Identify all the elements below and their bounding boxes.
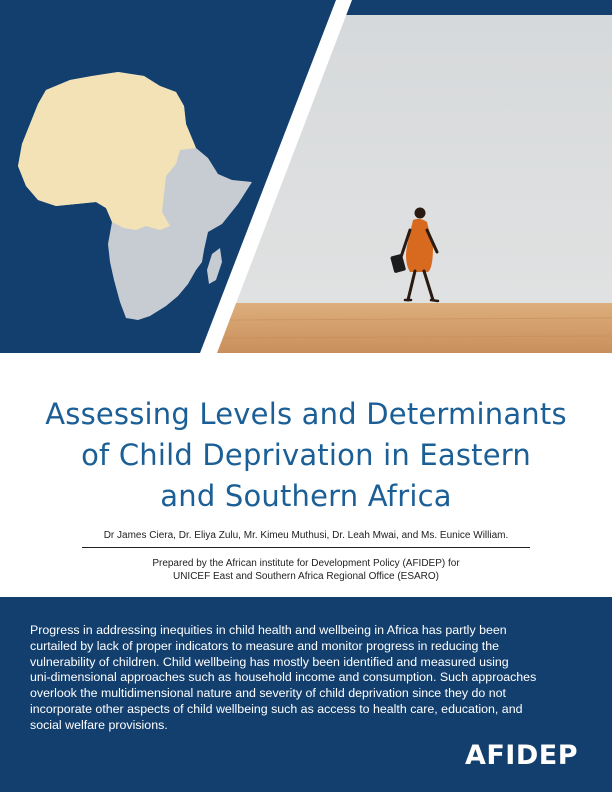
abstract-text: [30, 623, 610, 734]
abstract-line: vulnerability of children. Child wellbeing has mostly been identified and measured using: [30, 654, 509, 669]
abstract-line: curtailed by lack of proper indicators to measure and monitor progress in reducing the: [30, 638, 500, 653]
hero-graphic: [0, 0, 612, 353]
title-line: of Child Deprivation in Eastern: [81, 438, 531, 472]
abstract-line: incorporate other aspects of child wellbeing such as access to health care, education, and: [30, 701, 523, 716]
abstract-line: overlook the multidimensional nature and severity of child deprivation since they do not: [30, 686, 506, 701]
abstract-line: Progress in addressing inequities in child health and wellbeing in Africa has partly been: [30, 623, 507, 637]
abstract-line: social welfare provisions.: [30, 717, 168, 732]
prepared-line: Prepared by the African institute for Development Policy (AFIDEP) for: [152, 558, 460, 569]
divider-rule: [82, 547, 530, 548]
afidep-logo: AFIDEP: [464, 740, 578, 771]
report-title: [0, 394, 612, 517]
abstract-line: uni-dimensional approaches such as household income and consumption. Such approaches: [30, 670, 537, 685]
title-line: and Southern Africa: [160, 479, 452, 513]
authors-line: Dr James Ciera, Dr. Eliya Zulu, Mr. Kimeu Muthusi, Dr. Leah Mwai, and Ms. Eunice William.: [103, 530, 509, 541]
prepared-line: UNICEF East and Southern Africa Regional Office (ESARO): [172, 571, 440, 582]
prepared-by: [0, 557, 612, 583]
cover-hero: [0, 0, 612, 353]
title-line: Assessing Levels and Determinants: [45, 397, 567, 431]
